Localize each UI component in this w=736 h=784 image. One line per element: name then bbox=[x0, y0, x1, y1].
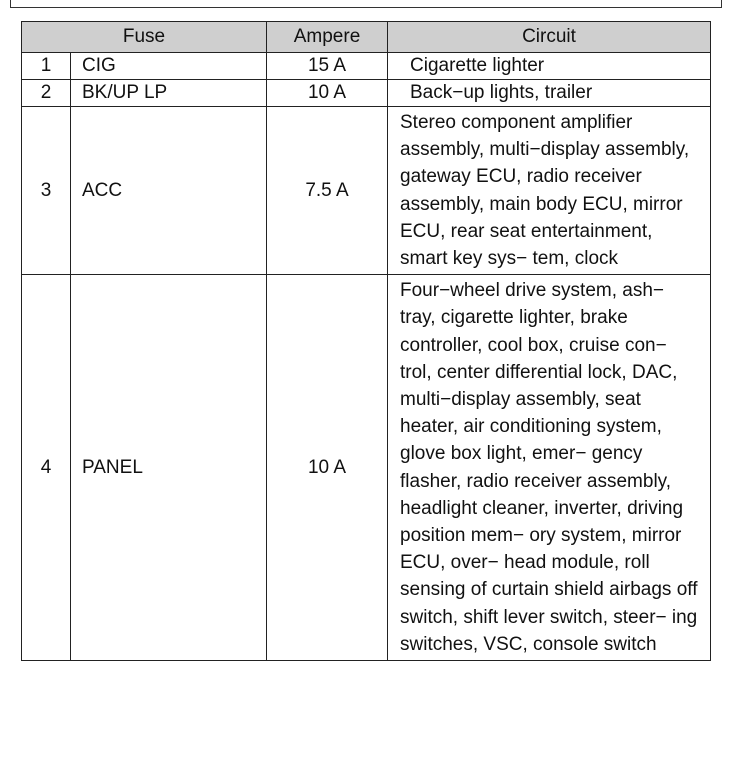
fuse-number: 1 bbox=[22, 53, 71, 80]
header-row bbox=[22, 22, 711, 53]
image-id bbox=[663, 0, 713, 1]
table-row bbox=[22, 275, 711, 661]
fuse-ampere: 7.5 A bbox=[267, 107, 388, 275]
fuse-circuit: Cigarette lighter bbox=[388, 53, 711, 80]
fuse-table bbox=[21, 21, 711, 661]
fuse-ampere: 10 A bbox=[267, 275, 388, 661]
fuse-number: 3 bbox=[22, 107, 71, 275]
fuse-number: 4 bbox=[22, 275, 71, 661]
fuse-name: ACC bbox=[71, 107, 267, 275]
page-frame-top bbox=[10, 0, 722, 8]
header-circuit: Circuit bbox=[388, 22, 711, 53]
table-row bbox=[22, 80, 711, 107]
header-ampere: Ampere bbox=[267, 22, 388, 53]
table-row bbox=[22, 53, 711, 80]
table-row bbox=[22, 107, 711, 275]
fuse-name: CIG bbox=[71, 53, 267, 80]
fuse-circuit: Back−up lights, trailer bbox=[388, 80, 711, 107]
fuse-name: BK/UP LP bbox=[71, 80, 267, 107]
fuse-circuit: Four−wheel drive system, ash− tray, cigarette lighter, brake controller, cool box, cruise con− trol, center differential lock, DAC, multi−display assembly, seat heater, air conditioning system, glove box light, emer− gency flasher, radio receiver assembly, headlight cleaner, inverter, driving position mem− ory system, mirror ECU, over− head module, roll sensing of curtain shield airbags off switch, shift lever switch, steer− ing switches, VSC, console switch bbox=[388, 275, 711, 661]
fuse-ampere: 15 A bbox=[267, 53, 388, 80]
fuse-number: 2 bbox=[22, 80, 71, 107]
fuse-ampere: 10 A bbox=[267, 80, 388, 107]
fuse-name: PANEL bbox=[71, 275, 267, 661]
header-fuse: Fuse bbox=[22, 22, 267, 53]
fuse-circuit: Stereo component amplifier assembly, multi−display assembly, gateway ECU, radio receiver assembly, main body ECU, mirror ECU, rear seat entertainment, smart key sys− tem, clock bbox=[388, 107, 711, 275]
